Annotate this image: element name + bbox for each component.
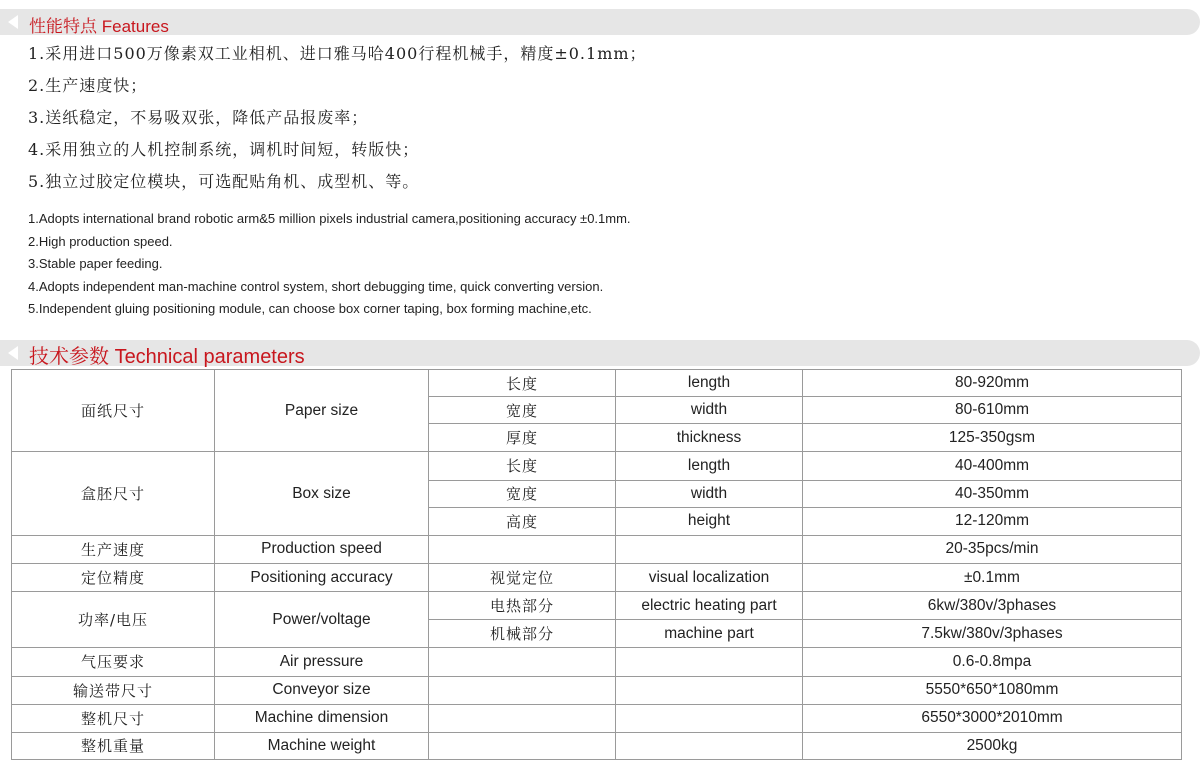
- feature-en-item: 2.High production speed.: [28, 233, 173, 249]
- empty-cell: [429, 732, 616, 759]
- param-value: 40-400mm: [803, 452, 1182, 480]
- param-name-cn: 功率/电压: [12, 592, 215, 648]
- param-name-cn: 整机尺寸: [12, 704, 215, 732]
- features-title: 性能特点 Features: [29, 17, 169, 37]
- empty-cell: [429, 535, 616, 563]
- param-value: 40-350mm: [803, 480, 1182, 507]
- param-value: 80-610mm: [803, 397, 1182, 424]
- param-value: 2500kg: [803, 732, 1182, 759]
- table-row: [12, 648, 1182, 676]
- param-name-cn: 气压要求: [12, 648, 215, 676]
- param-name-en: Paper size: [215, 370, 429, 452]
- empty-cell: [616, 732, 803, 759]
- param-name-en: Production speed: [215, 535, 429, 563]
- param-value: 20-35pcs/min: [803, 535, 1182, 563]
- feature-en-item: 3.Stable paper feeding.: [28, 256, 163, 272]
- table-row: [12, 452, 1182, 480]
- technical-parameters-table: [11, 369, 1182, 760]
- sub-name-en: width: [616, 480, 803, 507]
- param-name-en: Positioning accuracy: [215, 563, 429, 591]
- sub-name-en: length: [616, 370, 803, 397]
- param-name-en: Machine weight: [215, 732, 429, 759]
- table-row: [12, 370, 1182, 397]
- param-name-en: Conveyor size: [215, 676, 429, 704]
- feature-cn-item: 2.生产速度快；: [28, 76, 148, 95]
- table-row: [12, 704, 1182, 732]
- sub-name-cn: 视觉定位: [429, 563, 616, 591]
- table-row: [12, 676, 1182, 704]
- empty-cell: [616, 535, 803, 563]
- empty-cell: [429, 704, 616, 732]
- param-value: 5550*650*1080mm: [803, 676, 1182, 704]
- sub-name-cn: 高度: [429, 507, 616, 535]
- sub-name-cn: 宽度: [429, 397, 616, 424]
- sub-name-cn: 机械部分: [429, 620, 616, 648]
- sub-name-en: visual localization: [616, 563, 803, 591]
- param-name-cn: 盒胚尺寸: [12, 452, 215, 535]
- param-value: ±0.1mm: [803, 563, 1182, 591]
- param-value: 125-350gsm: [803, 424, 1182, 452]
- feature-cn-item: 1.采用进口500万像素双工业相机、进口雅马哈400行程机械手，精度±0.1mm；: [28, 44, 647, 63]
- param-value: 80-920mm: [803, 370, 1182, 397]
- empty-cell: [429, 676, 616, 704]
- param-value: 12-120mm: [803, 507, 1182, 535]
- empty-cell: [429, 648, 616, 676]
- sub-name-en: height: [616, 507, 803, 535]
- empty-cell: [616, 676, 803, 704]
- sub-name-en: width: [616, 397, 803, 424]
- sub-name-cn: 宽度: [429, 480, 616, 507]
- sub-name-en: thickness: [616, 424, 803, 452]
- sub-name-cn: 长度: [429, 452, 616, 480]
- feature-en-item: 1.Adopts international brand robotic arm&5 million pixels industrial camera,positioning accuracy ±0.1mm.: [28, 211, 631, 226]
- table-row: [12, 563, 1182, 591]
- table-row: [12, 592, 1182, 620]
- feature-en-item: 5.Independent gluing positioning module, can choose box corner taping, box forming machine,etc.: [28, 301, 592, 317]
- empty-cell: [616, 648, 803, 676]
- params-title: 技术参数 Technical parameters: [29, 344, 305, 368]
- param-name-cn: 面纸尺寸: [12, 370, 215, 452]
- sub-name-en: length: [616, 452, 803, 480]
- features-header-bar: [0, 9, 1200, 35]
- features-en-list: [28, 209, 631, 322]
- sub-name-en: machine part: [616, 620, 803, 648]
- param-name-cn: 生产速度: [12, 535, 215, 563]
- param-name-en: Air pressure: [215, 648, 429, 676]
- param-value: 7.5kw/380v/3phases: [803, 620, 1182, 648]
- features-cn-list: [28, 42, 647, 202]
- param-name-en: Power/voltage: [215, 592, 429, 648]
- sub-name-cn: 厚度: [429, 424, 616, 452]
- feature-cn-item: 4.采用独立的人机控制系统，调机时间短，转版快；: [28, 140, 420, 159]
- sub-name-en: electric heating part: [616, 592, 803, 620]
- empty-cell: [616, 704, 803, 732]
- sub-name-cn: 长度: [429, 370, 616, 397]
- param-value: 6kw/380v/3phases: [803, 592, 1182, 620]
- param-name-en: Box size: [215, 452, 429, 535]
- arrow-notch-icon: [8, 346, 18, 360]
- table-row: [12, 732, 1182, 759]
- param-name-cn: 输送带尺寸: [12, 676, 215, 704]
- sub-name-cn: 电热部分: [429, 592, 616, 620]
- arrow-notch-icon: [8, 15, 18, 29]
- param-value: 6550*3000*2010mm: [803, 704, 1182, 732]
- table-row: [12, 535, 1182, 563]
- feature-cn-item: 3.送纸稳定，不易吸双张，降低产品报废率；: [28, 108, 369, 127]
- param-value: 0.6-0.8mpa: [803, 648, 1182, 676]
- feature-en-item: 4.Adopts independent man-machine control system, short debugging time, quick converting version.: [28, 278, 604, 294]
- feature-cn-item: 5.独立过胶定位模块，可选配贴角机、成型机、等。: [28, 172, 420, 191]
- param-name-cn: 整机重量: [12, 732, 215, 759]
- params-header-bar: [0, 340, 1200, 366]
- param-name-en: Machine dimension: [215, 704, 429, 732]
- param-name-cn: 定位精度: [12, 563, 215, 591]
